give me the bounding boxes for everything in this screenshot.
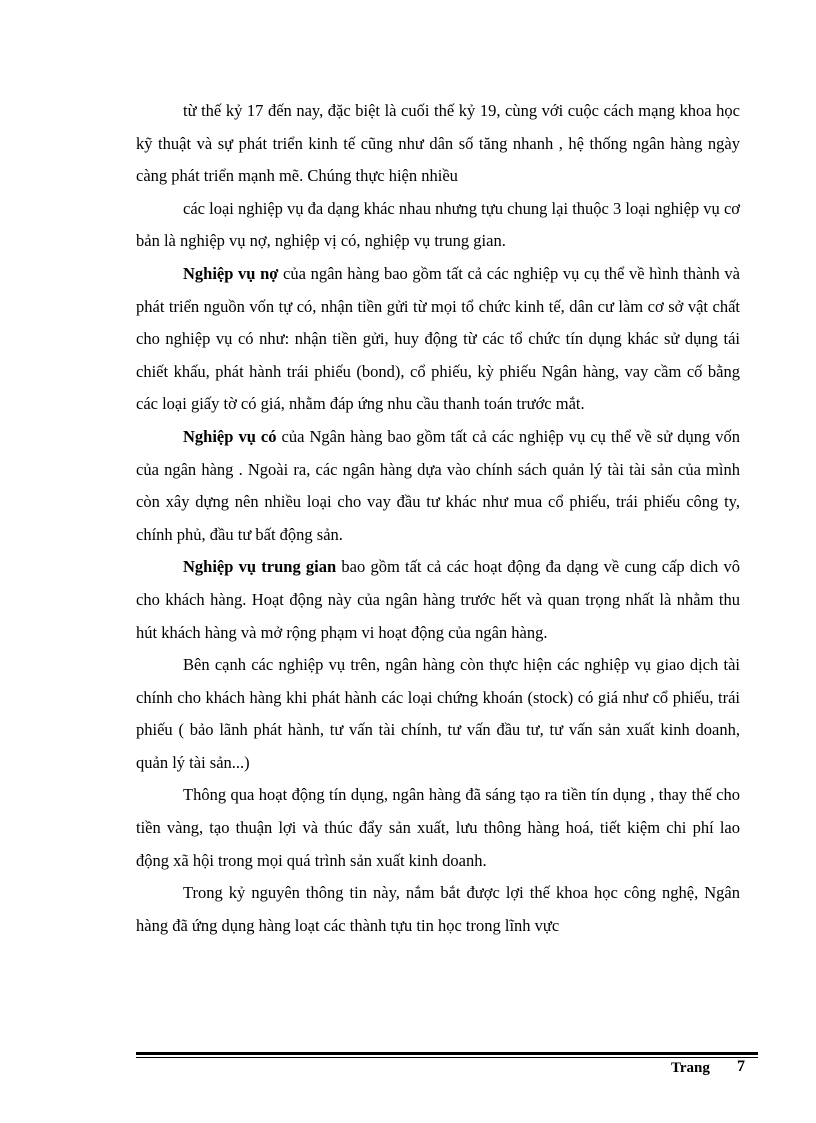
paragraph-text: Trong kỷ nguyên thông tin này, nắm bắt được lợi thế khoa học công nghệ, Ngân hàng đã ứng dụng hàng loạt các thành tựu tin học trong lĩnh vực (136, 883, 740, 935)
paragraph-credit (136, 779, 740, 877)
footer-label: Trang (671, 1060, 710, 1076)
paragraph-text: Thông qua hoạt động tín dụng, ngân hàng đã sáng tạo ra tiền tín dụng , thay thế cho tiền vàng, tạo thuận lợi và thúc đẩy sản xuất, lưu thông hàng hoá, tiết kiệm chi phí lao động xã hội trong mọi quá trình sản xuất kinh doanh. (136, 785, 740, 870)
footer-rule-thick (136, 1052, 758, 1055)
paragraph-heading: Nghiệp vụ nợ (183, 263, 279, 283)
paragraph-financial-transactions (136, 649, 740, 779)
paragraph-text: của Ngân hàng bao gồm tất cả các nghiệp vụ cụ thể về sử dụng vốn của ngân hàng . Ngoài ra, các ngân hàng dựa vào chính sách quản lý tài tài sản của mình còn xây dựng nên nhiều loại cho vay đầu tư khác như mua cổ phiếu, trái phiếu công ty, chính phủ, đầu tư bất động sản. (136, 426, 740, 544)
body-text (136, 95, 740, 942)
page-number: 7 (737, 1058, 745, 1075)
paragraph-heading: Nghiệp vụ có (183, 426, 277, 446)
paragraph-text: các loại nghiệp vụ đa dạng khác nhau nhưng tựu chung lại thuộc 3 loại nghiệp vụ cơ bản là nghiệp vụ nợ, nghiệp vị có, nghiệp vụ trung gian. (136, 198, 740, 251)
paragraph-text: từ thế kỷ 17 đến nay, đặc biệt là cuối thế kỷ 19, cùng với cuộc cách mạng khoa học kỹ thuật và sự phát triển kinh tế cũng như dân số tăng nhanh , hệ thống ngân hàng ngày càng phát triển mạnh mẽ. Chúng thực hiện nhiều (136, 101, 740, 186)
page-footer (560, 1058, 758, 1080)
paragraph-intro (136, 95, 740, 193)
paragraph-types (136, 193, 740, 258)
paragraph-intermediary-operations (136, 551, 740, 649)
paragraph-text: bao gồm tất cả các hoạt động đa dạng về cung cấp dich vô cho khách hàng. Hoạt động này của ngân hàng trước hết và quan trọng nhất là nhằm thu hút khách hàng và mở rộng phạm vi hoạt động của ngân hàng. (136, 557, 740, 642)
paragraph-text: của ngân hàng bao gồm tất cả các nghiệp vụ cụ thể về hình thành và phát triển nguồn vốn tự có, nhận tiền gửi từ mọi tổ chức kinh tế, dân cư làm cơ sở vật chất cho nghiệp vụ có như: nhận tiền gửi, huy động từ các tổ chức tín dụng khác sử dụng tái chiết khấu, phát hành trái phiếu (bond), cổ phiếu, kỳ phiếu Ngân hàng, vay cầm cố bằng các loại giấy tờ có giá, nhằm đáp ứng nhu cầu thanh toán trước mắt. (136, 263, 740, 414)
paragraph-technology (136, 877, 740, 942)
paragraph-text: Bên cạnh các nghiệp vụ trên, ngân hàng còn thực hiện các nghiệp vụ giao dịch tài chính cho khách hàng khi phát hành các loại chứng khoán (stock) có giá như cổ phiếu, trái phiếu ( bảo lãnh phát hành, tư vấn tài chính, tư vấn đầu tư, tư vấn sản xuất kinh doanh, quản lý tài sản...) (136, 655, 740, 772)
paragraph-heading: Nghiệp vụ trung gian (183, 557, 337, 577)
paragraph-liability-operations (136, 258, 740, 421)
paragraph-asset-operations (136, 421, 740, 551)
